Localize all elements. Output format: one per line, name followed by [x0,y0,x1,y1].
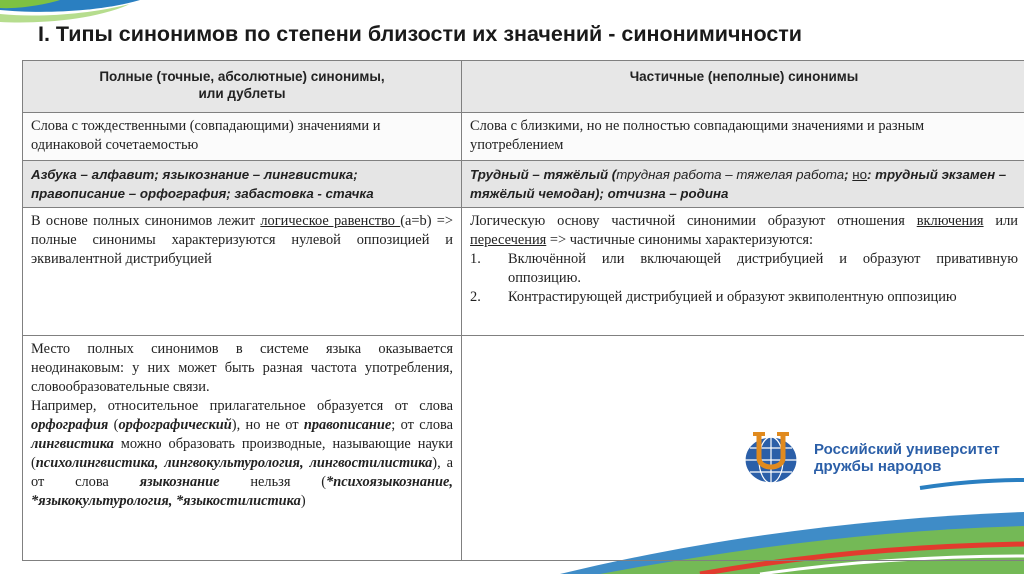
university-logo [740,430,1010,486]
cell-usage-full: Место полных синонимов в системе языка оказывается неодинаковым: у них может быть разная частота употребления, словообразовательные связи. Например, относительное прилагательное образуется от слова орфография (орфографический), но не от правописание; от слова лингвистика можно образовать производные, называющие науки (психолингвистика, лингвокультурология, лингвостилистика), а от слова языкознание нельзя (*психоязыкознание, *языкокультурология, *языкостилистика) [23,336,462,561]
university-name: Российский университет дружбы народов [814,441,1000,475]
table-row [23,208,1024,336]
cell-logic-partial: Логическую основу частичной синонимии образуют отношения включения или пересечения => частичные синонимы характеризуются: 1. Включённой или включающей дистрибуцией и образуют привативную оппозицию. 2. Контрастирующей дистрибуцией и образуют эквиполентную оппозицию [462,208,1024,336]
table-row [23,113,1024,161]
cell-examples-partial: Трудный – тяжёлый (трудная работа – тяжелая работа; но: трудный экзамен – тяжёлый чемодан); отчизна – родина [462,161,1024,208]
header-partial-synonyms: Частичные (неполные) синонимы [462,61,1024,113]
list-item: 2. Контрастирующей дистрибуцией и образуют эквиполентную оппозицию [470,289,957,305]
page-title: I. Типы синонимов по степени близости их значений - синонимичности [38,22,803,46]
list-item: 1. Включённой или включающей дистрибуцией и образуют привативную оппозицию. [470,251,1018,286]
cell-logic-full: В основе полных синонимов лежит логическое равенство (a=b) => полные синонимы характеризуются нулевой оппозицией и эквивалентной дистрибуцией [23,208,462,336]
globe-emblem-icon [740,430,802,486]
cell-definition-partial: Слова с близкими, но не полностью совпадающими значениями и разным употреблением [462,113,1024,161]
cell-definition-full: Слова с тождественными (совпадающими) значениями и одинаковой сочетаемостью [23,113,462,161]
table-header-row [23,61,1024,113]
cell-examples-full: Азбука – алфавит; языкознание – лингвистика; правописание – орфография; забастовка - стачка [23,161,462,208]
distribution-list [470,250,1018,307]
header-full-synonyms: Полные (точные, абсолютные) синонимы, или дублеты [23,61,462,113]
top-left-swoosh [0,0,140,22]
table-row [23,161,1024,208]
